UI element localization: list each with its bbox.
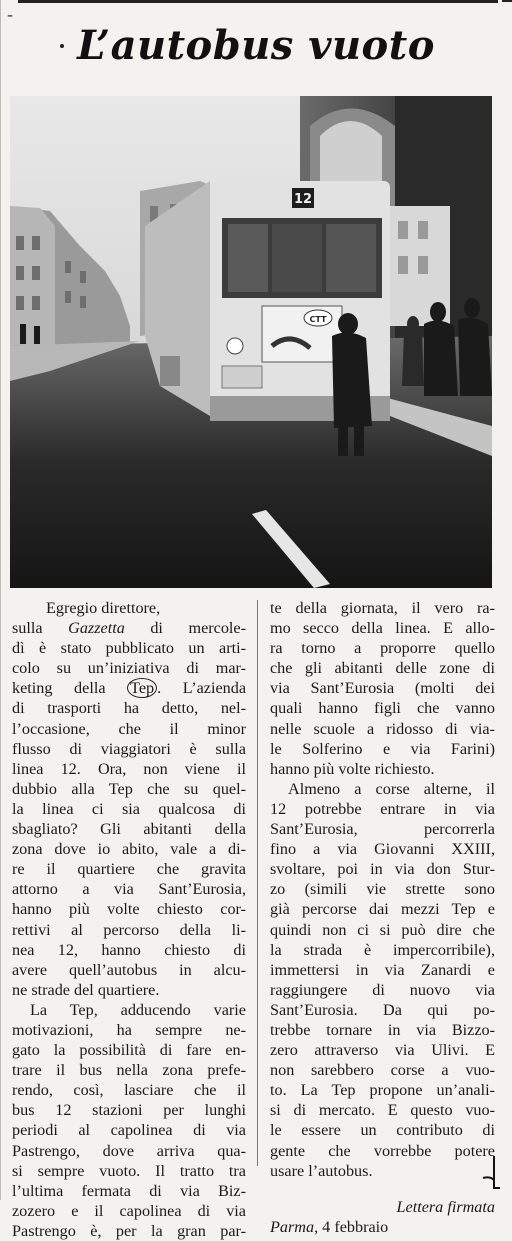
letter-line: zozero e il capolinea di via [12, 1201, 246, 1220]
letter-line: attorno a via Sant’Eurosia, [12, 880, 246, 899]
photo-illustration [10, 96, 492, 588]
letter-line: gente che vorrebbe potere [270, 1141, 495, 1160]
letter-line: svoltare, poi in via don Stur- [270, 860, 495, 879]
letter-line: usare l’autobus. [270, 1161, 373, 1180]
letter-line: flusso di viaggiatori è sulla [12, 739, 246, 758]
letter-line: nea 12, hanno chiesto di [12, 940, 246, 959]
letter-line [12, 678, 246, 698]
letter-salutation: Egregio direttore, [46, 599, 161, 617]
letter-line: zo (simili vie strette sono [270, 880, 495, 899]
letter-line: sbagliato? Gli abitanti della [12, 820, 246, 839]
dateline-date: , 4 febbraio [314, 1217, 389, 1236]
letter-line: non sarebbero corse a vuo- [270, 1061, 495, 1080]
letter-line: colo su un’iniziativa di mar- [12, 659, 246, 678]
letter-line: ne strade del quartiere. [12, 980, 160, 999]
photo-bus-street [10, 96, 492, 588]
letter-line: quali hanno figli che vanno [270, 699, 495, 718]
letter-line: immettersi in via Zanardi e [270, 960, 495, 979]
letter-line: zero attraverso via Ulivi. E [270, 1041, 495, 1060]
letter-line: raggiungere di nuovo via [270, 980, 495, 999]
letter-line: Sant’Eurosia. Da qui po- [270, 1000, 495, 1019]
letter-column-right [270, 598, 495, 1237]
letter-line: te della giornata, il vero ra- [270, 599, 495, 617]
letter-line: trare il bus nella zona prefe- [12, 1061, 246, 1080]
letter-line: periodi al capolinea di via [12, 1121, 246, 1140]
letter-line: hanno più volte richiesto. [270, 759, 435, 778]
letter-line [12, 618, 246, 638]
letter-line: dì è stato pubblicato un arti- [12, 639, 246, 658]
signoff [270, 1197, 495, 1237]
letter-dateline [270, 1217, 495, 1237]
letter-line: si di mercato. E questo vuo- [270, 1101, 495, 1120]
page-edge [0, 0, 1, 1200]
line-text: sulla [12, 619, 69, 638]
letter-line: quindi non ci si può dire che [270, 920, 495, 939]
letter-line: dubbio alla Tep che su quel- [12, 779, 246, 798]
top-rule [18, 0, 498, 3]
bus-ad-logo: CTT [309, 315, 327, 324]
letter-column-left [12, 598, 246, 1241]
column-divider [257, 600, 258, 1166]
letter-line: rendo, così, lasciare che il [12, 1081, 246, 1100]
letter-line: si sempre vuoto. Il tratto tra [12, 1161, 246, 1180]
line-text: . L’azienda [157, 679, 247, 698]
letter-line: Pastrengo è, per la gran par- [12, 1221, 246, 1240]
letter-line: zona dove io abito, vale a di- [12, 840, 246, 859]
letter-line: La Tep, adducendo varie [30, 1000, 246, 1019]
letter-line: fino a via Giovanni XXIII, [270, 840, 495, 859]
letter-line: ra torno a proporre quello [270, 639, 495, 658]
bus-route-number: 12 [293, 192, 313, 207]
letter-line: linea 12. Ora, non viene il [12, 759, 246, 778]
letter-line: già percorse dai mezzi Tep e [270, 900, 495, 919]
letter-line: gato la possibilità di fare en- [12, 1041, 246, 1060]
letter-line: l’ultima fermata di via Biz- [12, 1181, 246, 1200]
letter-line: la strada è impercorribile), [270, 940, 495, 959]
letter-line: trebbe tornare in via Bizzo- [270, 1020, 495, 1039]
headline: L’autobus vuoto [77, 22, 435, 69]
letter-line: 12 potrebbe entrare in via [270, 799, 495, 818]
dateline-place: Parma [270, 1217, 315, 1236]
letter-line: le essere un contributo di [270, 1121, 495, 1140]
line-text: di mercole- [124, 619, 246, 638]
letter-line: di trasporti ha detto, nel- [12, 699, 246, 718]
letter-line: mo secco della linea. E allo- [270, 619, 495, 638]
letter-line: via Sant’Eurosia (molti dei [270, 679, 495, 698]
end-flourish-icon [480, 1150, 502, 1190]
letter-line: avere quell’autobus in alcu- [12, 960, 246, 979]
letter-line: to. La Tep propone un’anali- [270, 1081, 495, 1100]
letter-line: l’occasione, che il minor [12, 719, 246, 738]
letter-line: le Solferino e via Farini) [270, 739, 495, 758]
letter-signature: Lettera firmata [396, 1197, 495, 1216]
letter-line: Almeno a corse alterne, il [288, 779, 495, 798]
letter-line: che gli abitanti delle zone di [270, 659, 495, 678]
circled-word: Tep [127, 678, 157, 698]
letter-line: Sant’Eurosia, percorrerla [270, 820, 495, 839]
letter-line: rettivi al percorso della li- [12, 920, 246, 939]
top-rule-right [502, 0, 512, 2]
line-text: keting della [12, 679, 128, 698]
letter-line: hanno più volte chiesto cor- [12, 900, 246, 919]
letter-line: bus 12 stazioni per lunghi [12, 1101, 246, 1120]
letter-line: la linea ci sia qualcosa di [12, 799, 246, 818]
corner-mark: ¯ [6, 12, 14, 31]
newspaper-name: Gazzetta [68, 619, 125, 638]
letter-line: nelle scuole a ridosso di via- [270, 719, 495, 738]
letter-line: motivazioni, ha sempre ne- [12, 1020, 246, 1039]
letter-line: Pastrengo, dove arriva qua- [12, 1141, 246, 1160]
letter-line: re il quartiere che gravita [12, 860, 246, 879]
